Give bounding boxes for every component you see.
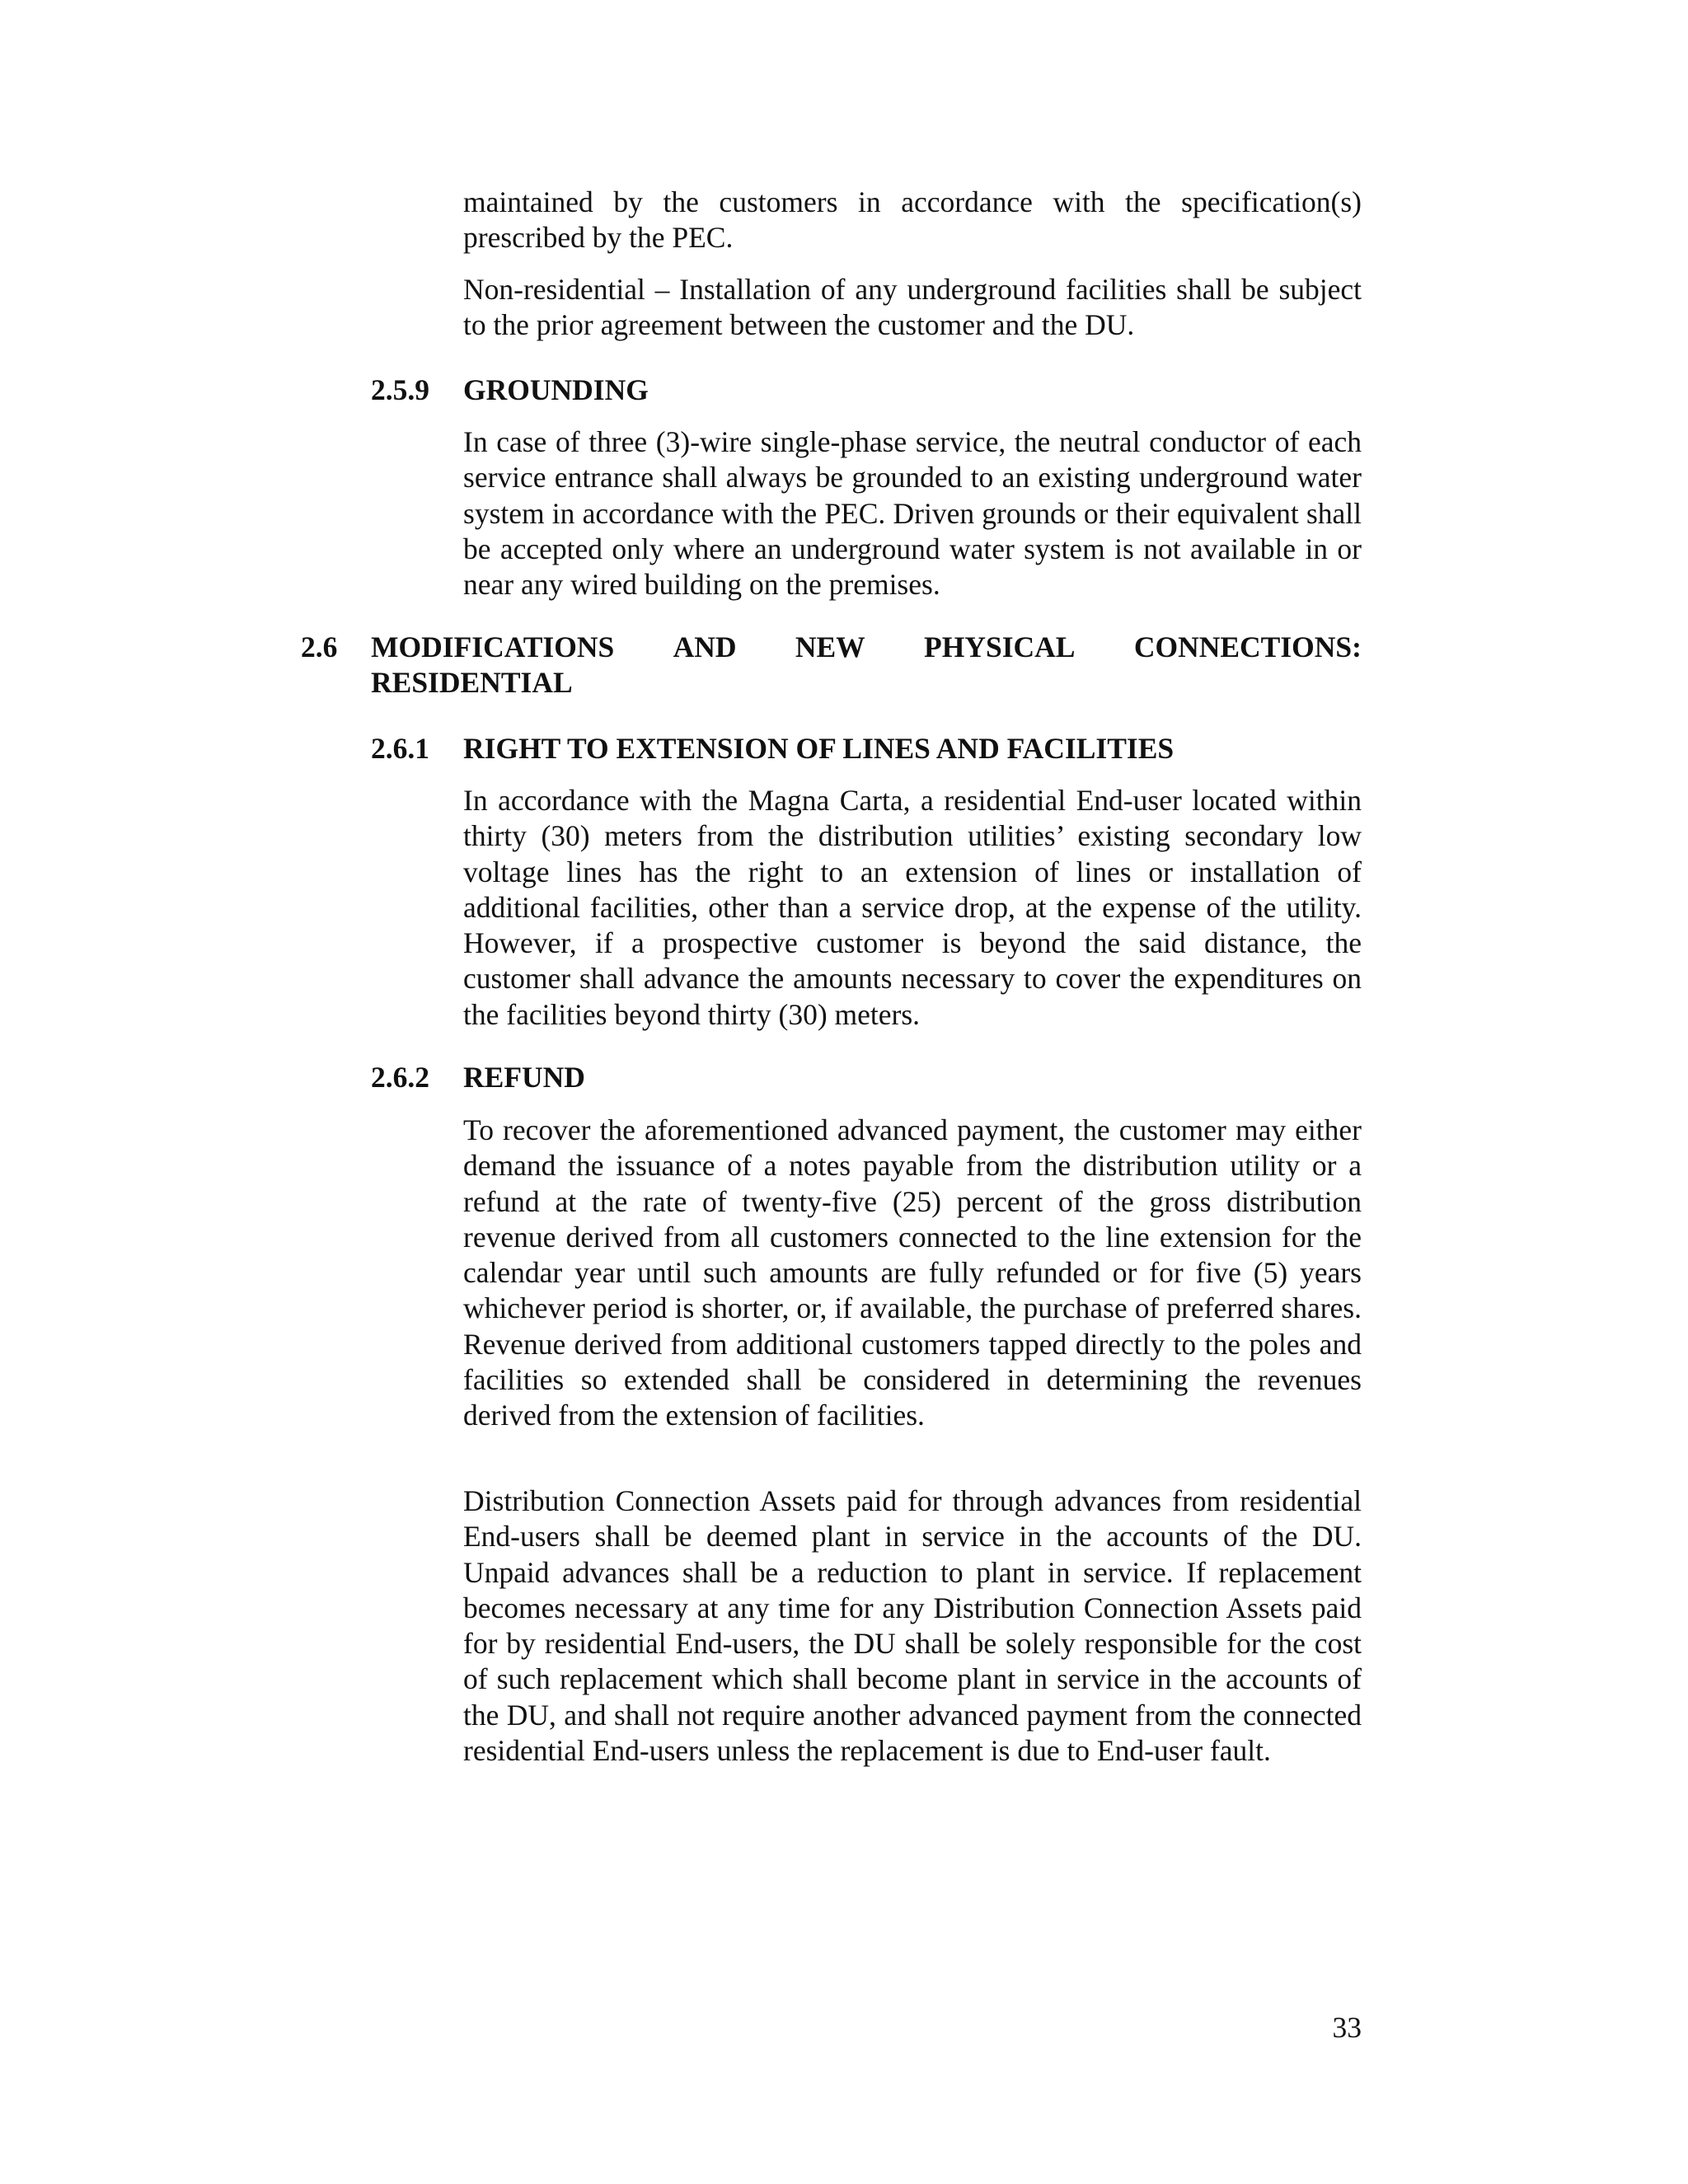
heading-word: AND: [673, 630, 737, 663]
heading-word: CONNECTIONS:: [1133, 630, 1362, 663]
heading-word: PHYSICAL: [924, 630, 1076, 663]
heading-line: RESIDENTIAL: [371, 666, 573, 700]
section-number: 2.6.2: [371, 1061, 429, 1094]
section-heading: REFUND: [463, 1061, 585, 1094]
heading-line: [371, 630, 1362, 665]
paragraph: Non-residential – Installation of any underground facilities shall be subject to the prior agreement between the customer and the DU.: [463, 273, 1362, 342]
section-heading: GROUNDING: [463, 373, 649, 406]
page-number: 33: [1332, 2011, 1362, 2044]
continuation-paragraph: [463, 185, 1362, 256]
section-heading: [371, 630, 1362, 701]
non-residential-paragraph: [463, 272, 1362, 344]
section-number: 2.6.1: [371, 732, 429, 765]
section-number: 2.6: [301, 630, 338, 663]
paragraph: maintained by the customers in accordance with the specification(s) prescribed by the PEC.: [463, 185, 1362, 255]
paragraph: To recover the aforementioned advanced payment, the customer may either demand the issuance of a notes payable from the distribution utility or a refund at the rate of twenty-five (25) percent of the gross distribution revenue derived from all customers connected to the line extension for the calendar year until such amounts are fully refunded or for five (5) years whichever period is shorter, or, if available, the purchase of preferred shares. Revenue derived from additional customers tapped directly to the poles and facilities so extended shall be considered in determining the revenues derived from the extension of facilities.: [463, 1113, 1362, 1432]
extension-paragraph: [463, 783, 1362, 1033]
paragraph: In accordance with the Magna Carta, a residential End-user located within thirty (30) meters from the distribution utilities’ existing secondary low voltage lines has the right to an extension of lines or installation of additional facilities, other than a service drop, at the expense of the utility. However, if a prospective customer is beyond the said distance, the customer shall advance the amounts necessary to cover the expenditures on the facilities beyond thirty (30) meters.: [463, 784, 1362, 1031]
section-number: 2.5.9: [371, 373, 429, 406]
paragraph: Distribution Connection Assets paid for through advances from residential End-users shall be deemed plant in service in the accounts of the DU. Unpaid advances shall be a reduction to plant in service. If replacement becomes necessary at any time for any Distribution Connection Assets paid for by residential End-users, the DU shall be solely responsible for the cost of such replacement which shall become plant in service in the accounts of the DU, and shall not require another advanced payment from the connected residential End-users unless the replacement is due to End-user fault.: [463, 1484, 1362, 1768]
heading-word: NEW: [795, 630, 865, 663]
refund-paragraph: [463, 1113, 1362, 1434]
connection-assets-paragraph: [463, 1483, 1362, 1769]
section-heading: RIGHT TO EXTENSION OF LINES AND FACILITIES: [463, 732, 1175, 765]
heading-word: MODIFICATIONS: [371, 630, 615, 663]
grounding-paragraph: [463, 424, 1362, 602]
paragraph: In case of three (3)-wire single-phase service, the neutral conductor of each service entrance shall always be grounded to an existing underground water system in accordance with the PEC. Driven grounds or their equivalent shall be accepted only where an underground water system is not available in or near any wired building on the premises.: [463, 425, 1362, 602]
